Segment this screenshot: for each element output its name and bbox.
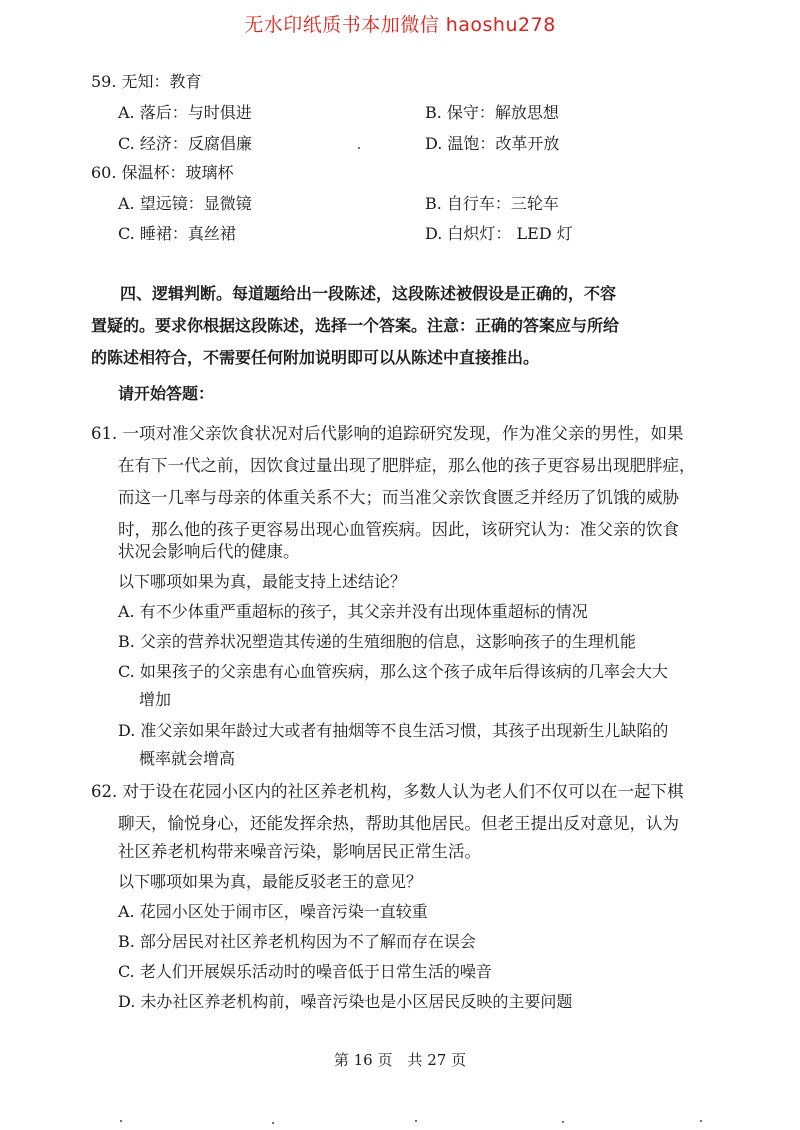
section4-line1: 四、逻辑判断。每道题给出一段陈述，这段陈述被假设是正确的，不容 [120, 284, 617, 303]
q62-question: 以下哪项如果为真，最能反驳老王的意见？ [118, 872, 423, 891]
section4-start: 请开始答题： [118, 384, 215, 403]
section4-line2: 置疑的。要求你根据这段陈述，选择一个答案。注意：正确的答案应与所给 [91, 316, 620, 335]
q60-option-d: D. 白炽灯： LED 灯 [425, 224, 573, 243]
q62-option-a: A. 花园小区处于闹市区，噪音污染一直较重 [118, 902, 428, 921]
q59-option-a: A. 落后：与时俱进 [118, 103, 252, 122]
scan-speck [562, 1121, 564, 1123]
q62-option-d: D. 未办社区养老机构前，噪音污染也是小区居民反映的主要问题 [118, 992, 573, 1011]
q61-line1: 61. 一项对准父亲饮食状况对后代影响的追踪研究发现，作为准父亲的男性，如果 [91, 424, 684, 443]
q62-option-b: B. 部分居民对社区养老机构因为不了解而存在误会 [118, 932, 476, 951]
q61-option-c: C. 如果孩子的父亲患有心血管疾病，那么这个孩子成年后得该病的几率会大大 [118, 662, 668, 681]
q61-line2: 在有下一代之前，因饮食过量出现了肥胖症，那么他的孩子更容易出现肥胖症， [118, 456, 696, 475]
q61-option-d: D. 准父亲如果年龄过大或者有抽烟等不良生活习惯，其孩子出现新生儿缺陷的 [118, 721, 669, 740]
q62-line3: 社区养老机构带来噪音污染，影响居民正常生活。 [118, 842, 481, 861]
scan-speck [358, 147, 360, 149]
q61-question: 以下哪项如果为真，最能支持上述结论？ [118, 572, 407, 591]
q61-option-c-cont: 增加 [139, 690, 172, 709]
q61-option-d-cont: 概率就会增高 [139, 749, 236, 768]
section4-line3: 的陈述相符合，不需要任何附加说明即可以从陈述中直接推出。 [91, 348, 540, 367]
q60-option-b: B. 自行车：三轮车 [425, 194, 559, 213]
page-number-footer: 第 16 页 共 27 页 [333, 1051, 467, 1069]
q61-line5: 状况会影响后代的健康。 [118, 542, 300, 561]
q60-option-c: C. 睡裙：真丝裙 [118, 224, 236, 243]
watermark-header: 无水印纸质书本加微信 haoshu278 [244, 14, 556, 36]
scan-speck [700, 1120, 702, 1122]
q61-line4: 时，那么他的孩子更容易出现心血管疾病。因此，该研究认为：准父亲的饮食 [118, 520, 679, 539]
scan-speck [120, 1120, 122, 1122]
q59-option-d: D. 温饱：改革开放 [425, 134, 560, 153]
q60-option-a: A. 望远镜：显微镜 [118, 194, 252, 213]
scan-speck [415, 1120, 417, 1122]
q62-option-c: C. 老人们开展娱乐活动时的噪音低于日常生活的噪音 [118, 962, 492, 981]
q59-option-c: C. 经济：反腐倡廉 [118, 134, 252, 153]
scan-speck [272, 1122, 274, 1124]
q61-line3: 而这一几率与母亲的体重关系不大；而当准父亲饮食匮乏并经历了饥饿的威胁 [118, 488, 679, 507]
q62-line2: 聊天，愉悦身心，还能发挥余热，帮助其他居民。但老王提出反对意见，认为 [118, 814, 679, 833]
q62-line1: 62. 对于设在花园小区内的社区养老机构，多数人认为老人们不仅可以在一起下棋 [91, 782, 684, 801]
q60-stem: 60. 保温杯：玻璃杯 [91, 163, 234, 182]
q59-stem: 59. 无知：教育 [91, 72, 202, 91]
q61-option-b: B. 父亲的营养状况塑造其传递的生殖细胞的信息，这影响孩子的生理机能 [118, 632, 636, 651]
q59-option-b: B. 保守：解放思想 [425, 103, 559, 122]
q61-option-a: A. 有不少体重严重超标的孩子，其父亲并没有出现体重超标的情况 [118, 602, 588, 621]
